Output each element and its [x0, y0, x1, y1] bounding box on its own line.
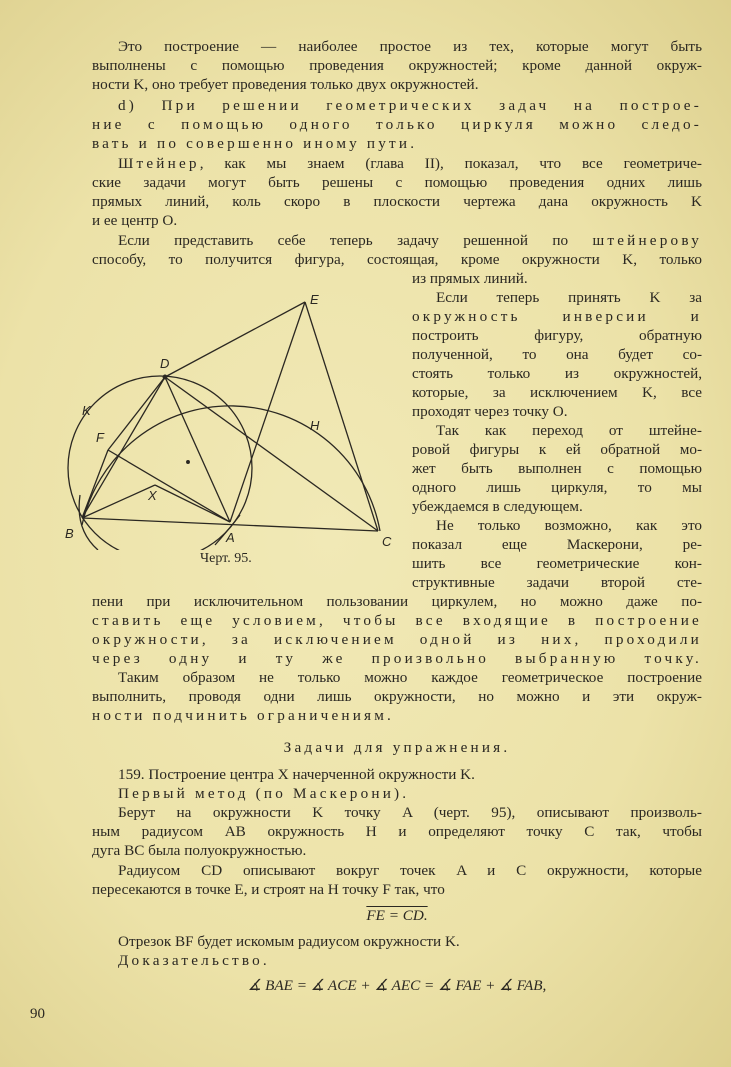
label-e: E — [310, 292, 319, 307]
spaced-word: штейнерову — [592, 232, 702, 249]
text-line: Доказательство. — [118, 952, 270, 969]
text-line: Не только возможно, как это — [436, 517, 702, 534]
text-line: из прямых линий. — [412, 270, 528, 287]
line-ea — [230, 302, 305, 522]
text-line: и ее центр O. — [92, 212, 178, 229]
text-line: способу, то получится фигура, состоящая, кроме окружности K, только — [92, 251, 702, 268]
text-line: Радиусом CD описывают вокруг точек A и C окружности, которые — [118, 862, 702, 879]
text-line: Берут на окружности K точку A (черт. 95), описывают произволь- — [118, 804, 702, 821]
label-x: X — [148, 488, 157, 503]
text-line: вать и по совершенно иному пути. — [92, 135, 418, 152]
text-line: Если теперь принять K за — [436, 289, 702, 306]
text-line: построить фигуру, обратную — [412, 327, 702, 344]
text-line: d) При решении геометрических задач на построе- — [118, 97, 702, 114]
text-line: ности K, оно требует проведения только двух окружностей. — [92, 76, 479, 93]
text-line: выполнены с помощью проведения окружностей; кроме данной окруж- — [92, 57, 702, 74]
text-line: окружности, за исключением одной из них, проходили — [92, 631, 702, 648]
text-line: стоять только из окружностей, — [412, 365, 702, 382]
formula — [92, 906, 702, 925]
text-line: окружность инверсии и — [412, 308, 702, 325]
text-line: одного лишь циркуля, то мы — [412, 479, 702, 496]
label-f: F — [96, 430, 104, 445]
text-line: показал еще Маскерони, ре- — [412, 536, 702, 553]
text-line: через одну и ту же произвольно выбранную точку. — [92, 650, 702, 667]
formula — [92, 976, 702, 995]
text-line: ности подчинить ограничениям. — [92, 707, 395, 724]
spaced-name: Штейнер — [118, 155, 200, 172]
text-line: шить все геометрические кон- — [412, 555, 702, 572]
label-a: A — [226, 530, 235, 545]
label-d: D — [160, 356, 170, 371]
line-ec — [305, 302, 378, 531]
text-segment: Если представить себе теперь задачу решенной по — [118, 232, 593, 249]
text-line: ровой фигуры к ей обратной мо- — [412, 441, 702, 458]
text-line — [118, 231, 702, 250]
text-line — [118, 154, 702, 173]
label-h: H — [310, 418, 320, 433]
label-c: C — [382, 534, 392, 549]
point-d — [163, 375, 167, 379]
point-o — [187, 461, 190, 464]
text-line: пени при исключительном пользовании циркулем, но можно даже по- — [92, 593, 702, 610]
text-line: жет быть выполнен с помощью — [412, 460, 702, 477]
formula-text: ∡ BAE = ∡ ACE + ∡ AEC = ∡ FAE + ∡ FAB, — [247, 977, 547, 994]
label-k: K — [82, 403, 91, 418]
text-line: ские задачи могут быть решены с помощью проведения одних лишь — [92, 174, 702, 191]
section-heading: Задачи для упражнения. — [283, 739, 511, 756]
text-line: Это построение — наиболее простое из тех, которые могут быть — [118, 38, 702, 55]
text-line: которые, за исключением K, все — [412, 384, 702, 401]
text-line: Первый метод (по Маскерони). — [118, 785, 410, 802]
text-line: ным радиусом AB окружность H и определяют точку C так, чтобы — [92, 823, 702, 840]
text-line: проходят через точку O. — [412, 403, 568, 420]
text-line: прямых линий, коль скоро в плоскости чертежа дана окружность K — [92, 193, 702, 210]
page-number: 90 — [30, 1006, 45, 1022]
text-line: дуга BC была полуокружностью. — [92, 842, 307, 859]
text-line: выполнить, проводя одни лишь окружности, но можно и эти окруж- — [92, 688, 702, 705]
formula-text: FE = CD. — [366, 907, 428, 924]
line-ed — [165, 302, 305, 377]
text-line: Так как переход от штейне- — [436, 422, 702, 439]
exercise-title: 159. Построение центра X начерченной окружности K. — [118, 766, 475, 783]
text-line: убеждаемся в следующем. — [412, 498, 583, 515]
text-line: ние с помощью одного только циркуля можно следо- — [92, 116, 702, 133]
label-b: B — [65, 526, 74, 541]
geometry-figure — [60, 290, 400, 550]
text-line: Таким образом не только можно каждое геометрическое построение — [118, 669, 702, 686]
figure-caption: Черт. 95. — [200, 551, 252, 566]
text-line: полученной, то она будет со- — [412, 346, 702, 363]
text-line: Отрезок BF будет искомым радиусом окружности K. — [118, 933, 460, 950]
text-segment: , как мы знаем (глава II), показал, что все геометриче- — [199, 155, 702, 172]
text-line: ставить еще условием, чтобы все входящие в построение — [92, 612, 702, 629]
text-line: пересекаются в точке E, и строят на H точку F так, что — [92, 881, 445, 898]
text-line: структивные задачи второй сте- — [412, 574, 702, 591]
line-xa — [155, 485, 230, 522]
line-fa — [108, 450, 230, 522]
